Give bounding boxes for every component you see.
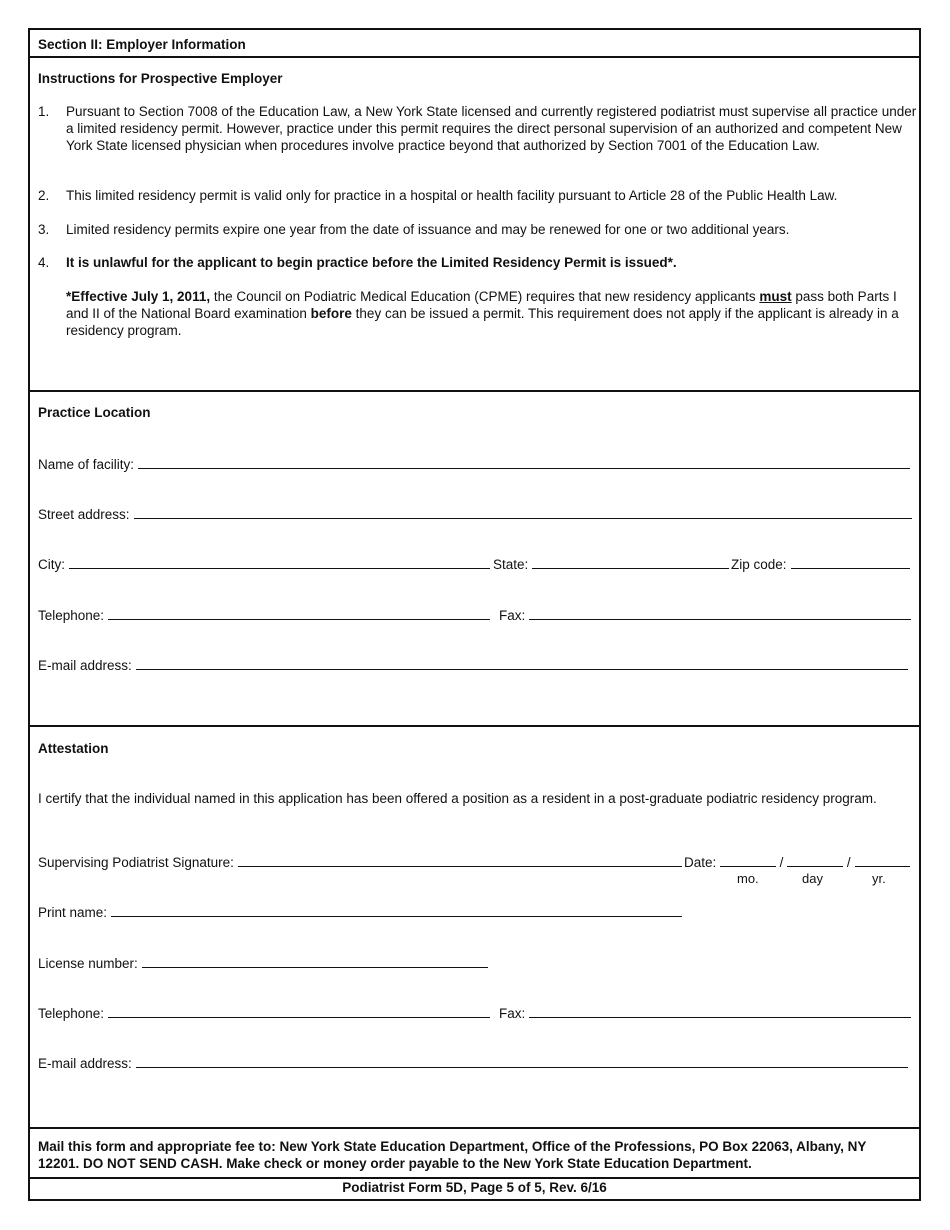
- cpme-note: [66, 288, 918, 339]
- instruction-text: Pursuant to Section 7008 of the Education Law, a New York State licensed and currently registered podiatrist must supervise all practice under a limited residency permit. However, practice under this permit requires the direct personal supervision of an authorized and competent New York State licensed physician when procedures involve practice beyond that authorized by Section 7001 of the Education Law.: [66, 104, 917, 153]
- email-line[interactable]: [136, 656, 908, 670]
- signature-label: Supervising Podiatrist Signature:: [38, 855, 234, 870]
- certify-text: I certify that the individual named in this application has been offered a position as a resident in a post-graduate podiatric residency program.: [38, 791, 877, 806]
- telephone-field[interactable]: [38, 606, 490, 624]
- attestation-heading: Attestation: [38, 741, 109, 756]
- attestation-fax-field[interactable]: [499, 1004, 911, 1022]
- email-label: E-mail address:: [38, 1056, 132, 1071]
- attestation-telephone-field[interactable]: [38, 1004, 490, 1022]
- signature-line[interactable]: [238, 853, 682, 867]
- mail-instructions: Mail this form and appropriate fee to: New York State Education Department, Office of the Professions, PO Box 22063, Albany, NY 12201. DO NOT SEND CASH. Make check or money order payable to the New York State Education Department.: [38, 1139, 867, 1171]
- street-line[interactable]: [134, 505, 912, 519]
- year-caption: yr.: [872, 871, 886, 886]
- zip-field[interactable]: [731, 555, 910, 573]
- signature-field[interactable]: [38, 853, 682, 871]
- date-label: Date:: [684, 855, 717, 870]
- note-before: before: [310, 306, 352, 321]
- email-label: E-mail address:: [38, 658, 132, 673]
- instructions-heading: Instructions for Prospective Employer: [38, 71, 283, 86]
- date-field[interactable]: [684, 853, 910, 871]
- fax-line[interactable]: [529, 606, 911, 620]
- instruction-number: 1.: [38, 104, 50, 119]
- day-caption: day: [802, 871, 823, 886]
- telephone-label: Telephone:: [38, 1006, 105, 1021]
- telephone-label: Telephone:: [38, 608, 105, 623]
- form-footer: Podiatrist Form 5D, Page 5 of 5, Rev. 6/16: [342, 1180, 607, 1195]
- instruction-number: 3.: [38, 222, 50, 237]
- note-text: they can be issued a permit. This requirement does not apply if the applicant is already in a residency program.: [66, 306, 899, 338]
- email-field[interactable]: [38, 656, 908, 674]
- facility-field[interactable]: [38, 455, 910, 473]
- zip-label: Zip code:: [731, 557, 787, 572]
- note-text: the Council on Podiatric Medical Education (CPME) requires that new residency applicants: [210, 289, 760, 304]
- date-separator: /: [846, 855, 851, 870]
- fax-line[interactable]: [529, 1004, 911, 1018]
- telephone-line[interactable]: [108, 1004, 490, 1018]
- license-line[interactable]: [142, 954, 488, 968]
- divider: [30, 390, 919, 392]
- city-field[interactable]: [38, 555, 490, 573]
- print-name-line[interactable]: [111, 903, 682, 917]
- month-caption: mo.: [737, 871, 759, 886]
- practice-heading: Practice Location: [38, 405, 151, 420]
- instruction-text: It is unlawful for the applicant to begin practice before the Limited Residency Permit is issued*.: [66, 255, 677, 270]
- date-year-line[interactable]: [855, 853, 910, 867]
- zip-line[interactable]: [791, 555, 910, 569]
- date-separator: /: [779, 855, 784, 870]
- form-frame: [28, 28, 921, 1201]
- street-label: Street address:: [38, 507, 130, 522]
- instruction-text: Limited residency permits expire one year from the date of issuance and may be renewed for one or two additional years.: [66, 222, 790, 237]
- fax-label: Fax:: [499, 1006, 526, 1021]
- state-line[interactable]: [532, 555, 729, 569]
- fax-label: Fax:: [499, 608, 526, 623]
- divider: [30, 1127, 919, 1129]
- telephone-line[interactable]: [108, 606, 490, 620]
- attestation-email-field[interactable]: [38, 1054, 908, 1072]
- section-title: Section II: Employer Information: [38, 37, 246, 52]
- city-line[interactable]: [69, 555, 490, 569]
- license-field[interactable]: [38, 954, 488, 972]
- email-line[interactable]: [136, 1054, 908, 1068]
- divider: [30, 56, 919, 58]
- instruction-text: This limited residency permit is valid only for practice in a hospital or health facility pursuant to Article 28 of the Public Health Law.: [66, 188, 838, 203]
- city-label: City:: [38, 557, 65, 572]
- date-day-line[interactable]: [787, 853, 842, 867]
- print-name-field[interactable]: [38, 903, 682, 921]
- date-month-line[interactable]: [720, 853, 775, 867]
- facility-line[interactable]: [138, 455, 910, 469]
- note-lead: *Effective July 1, 2011,: [66, 289, 211, 304]
- facility-label: Name of facility:: [38, 457, 135, 472]
- license-label: License number:: [38, 956, 138, 971]
- print-name-label: Print name:: [38, 905, 108, 920]
- note-text: pass both Parts I and II of the National Board examination: [66, 289, 897, 321]
- state-label: State:: [493, 557, 529, 572]
- divider: [30, 725, 919, 727]
- instruction-number: 4.: [38, 255, 50, 270]
- note-must: must: [759, 289, 792, 304]
- state-field[interactable]: [493, 555, 729, 573]
- street-field[interactable]: [38, 505, 912, 523]
- fax-field[interactable]: [499, 606, 911, 624]
- instruction-number: 2.: [38, 188, 50, 203]
